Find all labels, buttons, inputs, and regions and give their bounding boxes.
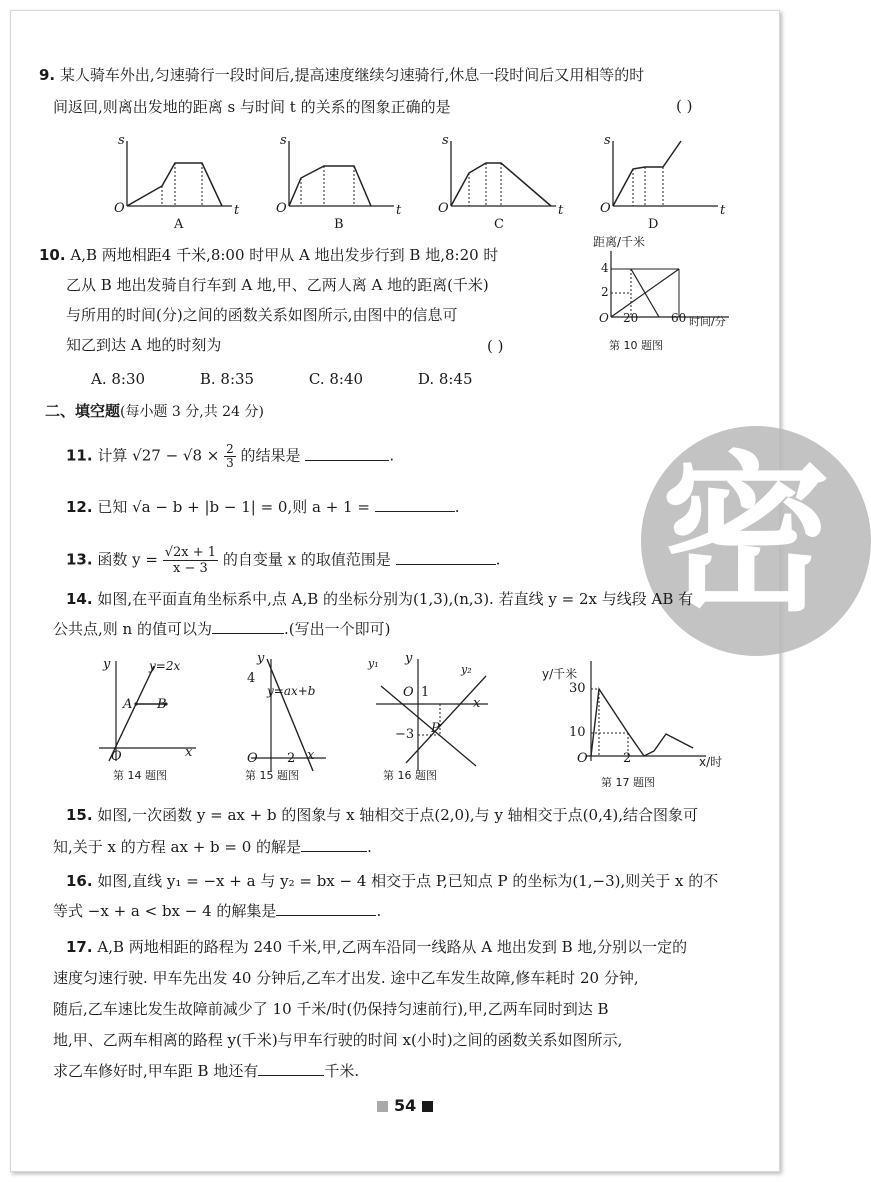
fig16-one: 1 — [421, 685, 430, 700]
q17-line3: 随后,乙车速比发生故障前减少了 10 千米/时(仍保持匀速前行),甲,乙两车同时到达 B — [53, 1000, 609, 1018]
fig14 — [99, 661, 196, 761]
q17-line1 — [66, 935, 687, 959]
fig14-x: x — [185, 745, 193, 760]
fig17-t30: 30 — [569, 681, 586, 696]
fig14-B: B — [157, 697, 167, 712]
fig16-O: O — [403, 685, 414, 700]
fig15-O: O — [247, 751, 258, 766]
q14-text-2a: 公共点,则 n 的值可以为 — [53, 620, 212, 638]
q16-text-2: 等式 −x + a < bx − 4 的解集是 — [53, 902, 277, 920]
q9-option-c: C — [494, 217, 504, 232]
fig14-y: y — [103, 657, 111, 672]
q16-end: . — [376, 902, 382, 920]
q10-choice-d: D. 8:45 — [417, 370, 473, 388]
fig16-y2: y₂ — [461, 663, 472, 676]
q10-line1 — [39, 243, 498, 267]
q13-number: 13. — [66, 550, 93, 569]
fig16-P: P — [431, 721, 440, 736]
q13-frac-num: √2x + 1 — [164, 545, 217, 560]
q14-number: 14. — [66, 590, 93, 608]
q10-choice-c: C. 8:40 — [308, 370, 364, 388]
q9-number: 9. — [39, 66, 56, 84]
q11-frac-den: 3 — [226, 456, 234, 470]
q16-answer-blank[interactable] — [276, 899, 376, 916]
q15-text-1: 如图,一次函数 y = ax + b 的图象与 x 轴相交于点(2,0),与 y 轴相交于点(0,4),结合图象可 — [97, 806, 699, 824]
q15-line2 — [53, 835, 372, 859]
fig17-t10: 10 — [569, 725, 586, 740]
q11-frac-num: 2 — [226, 442, 234, 456]
q9-graph-c — [451, 141, 556, 206]
q14-line2 — [53, 617, 390, 641]
q9-graph-d — [613, 141, 718, 206]
q10-choice-b: B. 8:35 — [199, 370, 255, 388]
q13-answer-blank[interactable] — [396, 548, 496, 565]
q11-post: 的结果是 — [240, 446, 301, 465]
q10-ytick-2: 2 — [601, 285, 609, 299]
fig15-func: y=ax+b — [267, 684, 316, 698]
q16-text-1: 如图,直线 y₁ = −x + a 与 y₂ = bx − 4 相交于点 P,已知点 P 的坐标为(1,−3),则关于 x 的不 — [97, 872, 719, 890]
q10-text-1: A,B 两地相距4 千米,8:00 时甲从 A 地出发步行到 B 地,8:20 时 — [70, 246, 499, 264]
q10-xtick-60: 60 — [671, 311, 687, 325]
q11-answer-blank[interactable] — [305, 444, 389, 461]
q11-pre: 计算 — [97, 446, 128, 465]
q10-answer-paren: ( ) — [487, 337, 504, 355]
page-footer — [371, 1096, 439, 1115]
section2-note: (每小题 3 分,共 24 分) — [120, 404, 264, 420]
q11-fraction — [224, 443, 236, 470]
q17-line5 — [53, 1059, 359, 1083]
q10-line4: 知乙到达 A 地的时刻为 — [66, 336, 222, 354]
fig15-y: y — [257, 651, 265, 666]
fig15-caption: 第 15 题图 — [245, 769, 299, 782]
q11-end: . — [389, 446, 395, 465]
q14-answer-blank[interactable] — [212, 617, 284, 634]
fig16-y1: y₁ — [368, 657, 379, 670]
q17-answer-blank[interactable] — [258, 1059, 324, 1076]
q9c-origin: O — [438, 201, 449, 216]
q15-end: . — [367, 838, 372, 856]
q9-option-a: A — [174, 217, 184, 232]
fig17-caption: 第 17 题图 — [601, 776, 655, 789]
q10-choices — [91, 367, 473, 391]
q9a-origin: O — [114, 201, 125, 216]
q9-option-d: D — [648, 217, 659, 232]
q11 — [66, 443, 394, 470]
q10-choice-a: A. 8:30 — [91, 370, 146, 388]
fig17-t2: 2 — [623, 751, 632, 766]
fig14-func: y=2x — [149, 659, 181, 673]
q14-line1 — [66, 587, 693, 611]
q10-line2: 乙从 B 地出发骑自行车到 A 地,甲、乙两人离 A 地的距离(千米) — [66, 276, 489, 294]
q9-answer-paren: ( ) — [676, 97, 693, 115]
q10-xlabel: 时间/分 — [689, 315, 726, 328]
footer-left-square — [377, 1101, 388, 1112]
q9b-t-label: t — [396, 203, 402, 218]
q9d-s-label: s — [604, 133, 611, 148]
q10-number: 10. — [39, 246, 66, 264]
q9-option-b: B — [334, 217, 344, 232]
q12 — [66, 495, 459, 519]
fig16-y: y — [405, 651, 413, 666]
q13-pre: 函数 y = — [97, 550, 158, 569]
q15-line1 — [66, 803, 698, 827]
q15-number: 15. — [66, 806, 93, 824]
q9a-t-label: t — [234, 203, 240, 218]
q16-number: 16. — [66, 872, 93, 890]
q10-caption: 第 10 题图 — [609, 339, 663, 352]
fig16-x: x — [473, 696, 481, 711]
fig17-ylabel: y/千米 — [542, 667, 578, 681]
q13-fraction — [163, 545, 218, 576]
q12-number: 12. — [66, 498, 93, 516]
q12-end: . — [454, 498, 460, 516]
q13-post: 的自变量 x 的取值范围是 — [222, 550, 391, 569]
q10-xtick-20: 20 — [623, 311, 639, 325]
q9-graph-a — [127, 141, 232, 206]
q9-graph-b — [289, 141, 394, 206]
q9-line2 — [53, 95, 451, 119]
q9a-s-label: s — [118, 133, 125, 148]
q17-number: 17. — [66, 938, 93, 956]
q9b-origin: O — [276, 201, 287, 216]
section2-heading — [45, 399, 264, 424]
q9-line1 — [39, 63, 644, 87]
section2-title: 二、填空题 — [45, 402, 121, 420]
q15-text-2: 知,关于 x 的方程 ax + b = 0 的解是 — [53, 838, 302, 856]
q12-text: 已知 √a − b + |b − 1| = 0,则 a + 1 = — [97, 498, 370, 516]
q13-end: . — [495, 550, 501, 569]
q13-frac-den: x − 3 — [173, 561, 208, 576]
page — [10, 10, 832, 1172]
q9-text-2: 间返回,则离出发地的距离 s 与时间 t 的关系的图象正确的是 — [53, 98, 451, 116]
fig14-caption: 第 14 题图 — [113, 769, 167, 782]
q9c-t-label: t — [558, 203, 564, 218]
q11-expression: √27 − √8 × — [132, 446, 220, 465]
fig17-O: O — [577, 751, 588, 766]
page-number: 54 — [394, 1096, 417, 1115]
q9d-origin: O — [600, 201, 611, 216]
q13 — [66, 545, 500, 576]
q14-text-2b: .(写出一个即可) — [283, 620, 391, 638]
q15-answer-blank[interactable] — [301, 835, 367, 852]
fig17-xlabel: x/时 — [699, 755, 723, 769]
fig15-four: 4 — [247, 671, 256, 686]
q10-ylabel: 距离/千米 — [593, 235, 646, 249]
stamp-character: 密 — [661, 437, 832, 635]
q12-answer-blank[interactable] — [375, 495, 455, 512]
q17-text-5b: 千米. — [324, 1062, 360, 1080]
q16-line2 — [53, 899, 381, 923]
footer-right-square — [422, 1101, 433, 1112]
q11-number: 11. — [66, 446, 93, 465]
fig17 — [586, 661, 706, 761]
q9-text-1: 某人骑车外出,匀速骑行一段时间后,提高速度继续匀速骑行,休息一段时间后又用相等的时 — [59, 66, 645, 84]
q16-line1 — [66, 869, 718, 893]
q9d-t-label: t — [720, 203, 726, 218]
q17-line2: 速度匀速行驶. 甲车先出发 40 分钟后,乙车才出发. 途中乙车发生故障,修车耗时 20 分钟, — [53, 969, 639, 987]
fig16-caption: 第 16 题图 — [383, 769, 437, 782]
q10-line3: 与所用的时间(分)之间的函数关系如图所示,由图中的信息可 — [66, 306, 458, 324]
q9b-s-label: s — [280, 133, 287, 148]
fig14-A: A — [123, 697, 133, 712]
q10-ytick-4: 4 — [601, 261, 609, 275]
q17-text-5a: 求乙车修好时,甲车距 B 地还有 — [53, 1062, 259, 1080]
q17-text-1: A,B 两地相距的路程为 240 千米,甲,乙两车沿同一线路从 A 地出发到 B 地,分别以一定的 — [97, 938, 688, 956]
fig15-two: 2 — [287, 751, 296, 766]
q10-origin: O — [599, 311, 609, 325]
q17-line4: 地,甲、乙两车相离的路程 y(千米)与甲车行驶的时间 x(小时)之间的函数关系如图所示, — [53, 1031, 623, 1049]
fig14-O: O — [111, 749, 122, 764]
q9c-s-label: s — [442, 133, 449, 148]
q14-text-1: 如图,在平面直角坐标系中,点 A,B 的坐标分别为(1,3),(n,3). 若直线 y = 2x 与线段 AB 有 — [97, 590, 694, 608]
fig15-x: x — [307, 748, 315, 763]
fig16-neg3: −3 — [395, 727, 415, 742]
